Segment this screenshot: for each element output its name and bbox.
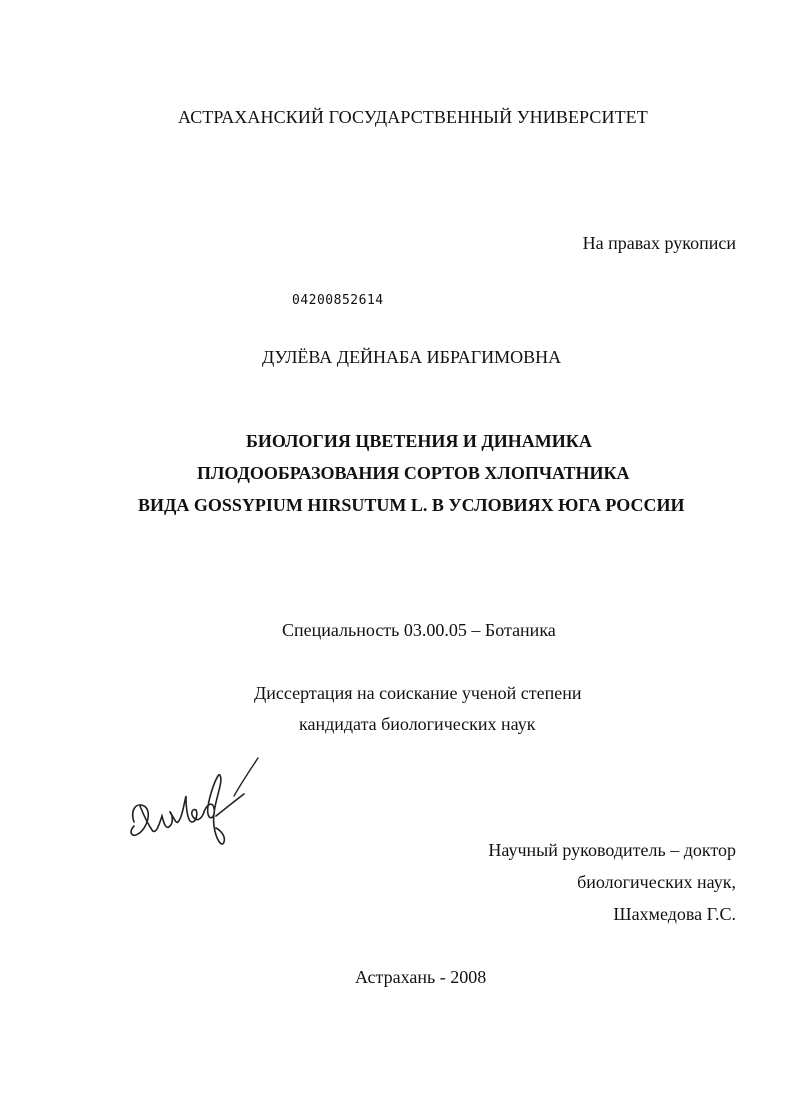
advisor-line-1: Научный руководитель – доктор <box>488 840 736 860</box>
advisor-line-2: биологических наук, <box>577 872 736 892</box>
city-year: Астрахань - 2008 <box>355 967 487 987</box>
rights-note: На правах рукописи <box>582 233 736 253</box>
handwritten-signature <box>126 752 266 862</box>
registration-code: 04200852614 <box>292 293 384 308</box>
specialty: Специальность 03.00.05 – Ботаника <box>282 620 556 640</box>
title-line-1: БИОЛОГИЯ ЦВЕТЕНИЯ И ДИНАМИКА <box>246 431 592 451</box>
university-name: АСТРАХАНСКИЙ ГОСУДАРСТВЕННЫЙ УНИВЕРСИТЕТ <box>178 107 648 127</box>
author-name: ДУЛЁВА ДЕЙНАБА ИБРАГИМОВНА <box>262 347 562 367</box>
title-line-2: ПЛОДООБРАЗОВАНИЯ СОРТОВ ХЛОПЧАТНИКА <box>197 463 630 483</box>
degree-line-1: Диссертация на соискание ученой степени <box>254 683 582 703</box>
advisor-line-3: Шахмедова Г.С. <box>613 904 736 924</box>
title-line-3: ВИДА GOSSYPIUM HIRSUTUM L. В УСЛОВИЯХ ЮГА РОССИИ <box>138 495 685 515</box>
degree-line-2: кандидата биологических наук <box>299 714 536 734</box>
